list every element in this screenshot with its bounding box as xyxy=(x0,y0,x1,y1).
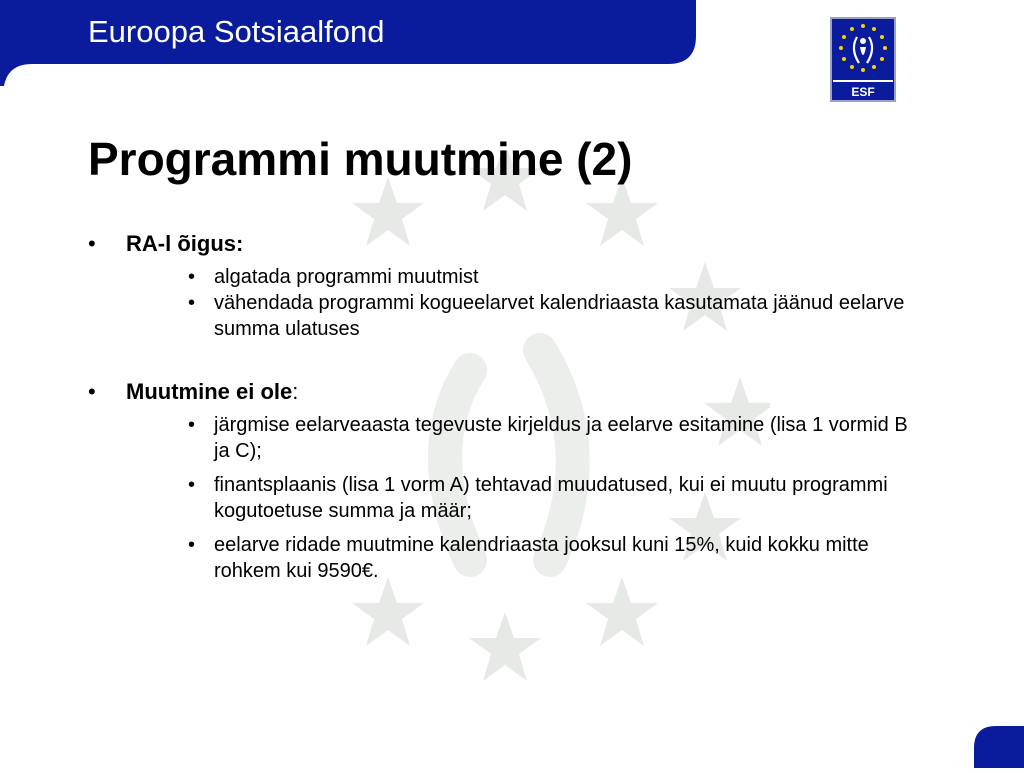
bullet-icon: • xyxy=(188,292,196,314)
list-item-text: algatada programmi muutmist xyxy=(214,266,479,288)
list-item xyxy=(88,412,928,464)
bullet-icon: • xyxy=(88,231,96,256)
bullet-icon: • xyxy=(188,266,196,288)
list-item-text: finantsplaanis (lisa 1 vorm A) tehtavad muudatused, kui ei muutu programmi kogutoetuse summa ja määr; xyxy=(214,474,888,522)
list-item xyxy=(88,532,928,584)
slide-content xyxy=(88,228,928,584)
list-item xyxy=(88,472,928,524)
heading-not-change-suffix: : xyxy=(292,379,299,404)
header-title: Euroopa Sotsiaalfond xyxy=(88,14,385,49)
list-item-text: eelarve ridade muutmine kalendriaasta jooksul kuni 15%, kuid kokku mitte rohkem kui 9590€. xyxy=(214,534,869,582)
esf-logo xyxy=(830,17,896,102)
heading-not-change: Muutmine ei ole xyxy=(126,379,293,404)
list-item-text: vähendada programmi kogueelarvet kalendriaasta kasutamata jäänud eelarve summa ulatuses xyxy=(214,292,905,340)
list-item-text: järgmise eelarveaasta tegevuste kirjeldus ja eelarve esitamine (lisa 1 vormid B ja C); xyxy=(214,414,908,462)
corner-accent xyxy=(974,718,1024,768)
bullet-icon: • xyxy=(188,474,196,496)
slide-title: Programmi muutmine (2) xyxy=(88,133,633,185)
bullet-icon: • xyxy=(188,534,196,556)
bullet-icon: • xyxy=(188,414,196,436)
heading-rights: RA-l õigus: xyxy=(126,231,244,256)
list-item xyxy=(88,290,928,342)
logo-text: ESF xyxy=(851,85,875,99)
bullet-heading-rights xyxy=(88,228,928,260)
bullet-icon: • xyxy=(88,379,96,404)
bullet-heading-not-change xyxy=(88,376,928,408)
list-item xyxy=(88,264,928,290)
